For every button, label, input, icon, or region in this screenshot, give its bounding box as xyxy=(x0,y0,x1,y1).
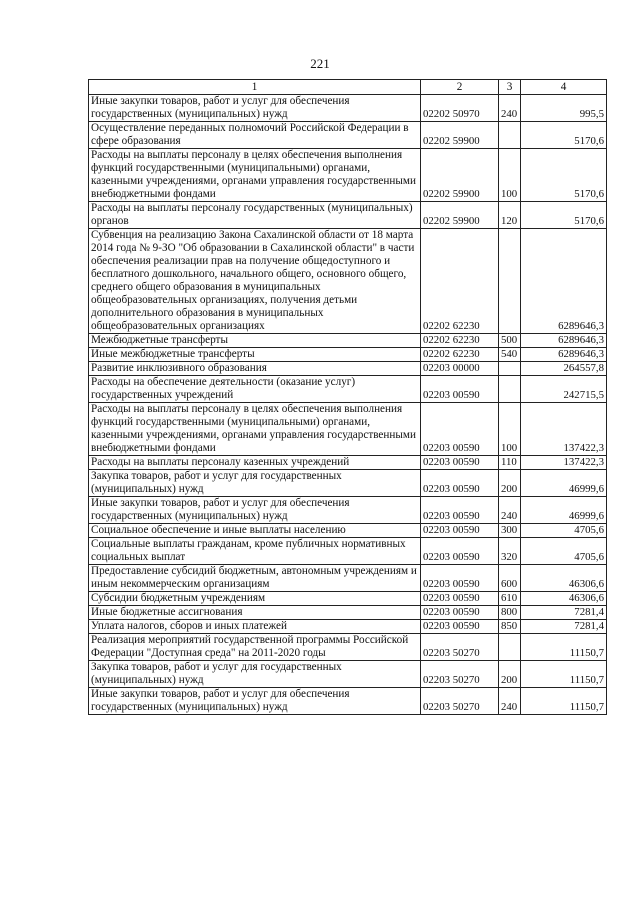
row-code: 02203 00590 xyxy=(421,456,499,470)
row-name: Уплата налогов, сборов и иных платежей xyxy=(89,620,421,634)
table-row xyxy=(89,334,607,348)
table-row xyxy=(89,620,607,634)
row-expense-type: 540 xyxy=(499,348,521,362)
row-expense-type: 300 xyxy=(499,524,521,538)
row-name: Иные межбюджетные трансферты xyxy=(89,348,421,362)
row-code: 02203 00590 xyxy=(421,376,499,403)
row-name: Социальное обеспечение и иные выплаты населению xyxy=(89,524,421,538)
row-expense-type: 240 xyxy=(499,497,521,524)
row-name: Иные бюджетные ассигнования xyxy=(89,606,421,620)
row-amount: 6289646,3 xyxy=(521,334,607,348)
table-body xyxy=(89,95,607,715)
row-code: 02203 00590 xyxy=(421,470,499,497)
table-row xyxy=(89,229,607,334)
row-amount: 11150,7 xyxy=(521,634,607,661)
row-amount: 137422,3 xyxy=(521,403,607,456)
row-amount: 11150,7 xyxy=(521,661,607,688)
row-name: Реализация мероприятий государственной программы Российской Федерации "Доступная среда" на 2011-2020 годы xyxy=(89,634,421,661)
row-code: 02203 50270 xyxy=(421,688,499,715)
row-amount: 5170,6 xyxy=(521,202,607,229)
row-expense-type: 320 xyxy=(499,538,521,565)
page-number: 221 xyxy=(310,56,330,71)
row-name: Развитие инклюзивного образования xyxy=(89,362,421,376)
row-amount: 137422,3 xyxy=(521,456,607,470)
row-amount: 6289646,3 xyxy=(521,348,607,362)
row-amount: 4705,6 xyxy=(521,538,607,565)
row-code: 02203 00590 xyxy=(421,538,499,565)
table-row xyxy=(89,456,607,470)
row-amount: 7281,4 xyxy=(521,606,607,620)
row-amount: 264557,8 xyxy=(521,362,607,376)
table-row xyxy=(89,497,607,524)
row-name: Расходы на выплаты персоналу в целях обеспечения выполнения функций государственными (муниципальными) органами, казенными учреждениями, органами управления государственными внебюджетными фондами xyxy=(89,403,421,456)
table-row xyxy=(89,202,607,229)
row-name: Расходы на выплаты персоналу казенных учреждений xyxy=(89,456,421,470)
row-expense-type: 120 xyxy=(499,202,521,229)
row-expense-type xyxy=(499,122,521,149)
row-name: Осуществление переданных полномочий Российской Федерации в сфере образования xyxy=(89,122,421,149)
row-name: Межбюджетные трансферты xyxy=(89,334,421,348)
row-name: Предоставление субсидий бюджетным, автономным учреждениям и иным некоммерческим организациям xyxy=(89,565,421,592)
table-header-row xyxy=(89,80,607,95)
row-code: 02202 62230 xyxy=(421,348,499,362)
row-expense-type: 800 xyxy=(499,606,521,620)
table-row xyxy=(89,149,607,202)
header-col-1: 1 xyxy=(89,80,421,95)
row-amount: 46306,6 xyxy=(521,565,607,592)
row-code: 02202 62230 xyxy=(421,229,499,334)
table-row xyxy=(89,524,607,538)
row-code: 02203 00000 xyxy=(421,362,499,376)
table-row xyxy=(89,538,607,565)
row-expense-type: 200 xyxy=(499,661,521,688)
row-expense-type: 850 xyxy=(499,620,521,634)
row-code: 02203 00590 xyxy=(421,606,499,620)
row-expense-type: 100 xyxy=(499,149,521,202)
row-code: 02202 62230 xyxy=(421,334,499,348)
row-code: 02202 59900 xyxy=(421,122,499,149)
row-name: Закупка товаров, работ и услуг для государственных (муниципальных) нужд xyxy=(89,470,421,497)
row-expense-type: 500 xyxy=(499,334,521,348)
table-row xyxy=(89,661,607,688)
row-code: 02203 50270 xyxy=(421,634,499,661)
table-row xyxy=(89,470,607,497)
row-name: Социальные выплаты гражданам, кроме публичных нормативных социальных выплат xyxy=(89,538,421,565)
header-col-3: 3 xyxy=(499,80,521,95)
row-amount: 5170,6 xyxy=(521,149,607,202)
table-row xyxy=(89,348,607,362)
row-name: Субсидии бюджетным учреждениям xyxy=(89,592,421,606)
row-amount: 46306,6 xyxy=(521,592,607,606)
row-expense-type: 200 xyxy=(499,470,521,497)
row-code: 02202 59900 xyxy=(421,149,499,202)
row-code: 02203 00590 xyxy=(421,565,499,592)
row-amount: 46999,6 xyxy=(521,497,607,524)
row-amount: 242715,5 xyxy=(521,376,607,403)
row-amount: 6289646,3 xyxy=(521,229,607,334)
row-amount: 46999,6 xyxy=(521,470,607,497)
row-name: Иные закупки товаров, работ и услуг для обеспечения государственных (муниципальных) нужд xyxy=(89,497,421,524)
row-code: 02203 00590 xyxy=(421,497,499,524)
row-expense-type xyxy=(499,634,521,661)
row-name: Иные закупки товаров, работ и услуг для обеспечения государственных (муниципальных) нужд xyxy=(89,95,421,122)
row-name: Расходы на выплаты персоналу государственных (муниципальных) органов xyxy=(89,202,421,229)
row-expense-type xyxy=(499,376,521,403)
row-code: 02202 50970 xyxy=(421,95,499,122)
header-col-2: 2 xyxy=(421,80,499,95)
table-row xyxy=(89,634,607,661)
row-code: 02203 00590 xyxy=(421,524,499,538)
table-row xyxy=(89,95,607,122)
row-expense-type: 240 xyxy=(499,688,521,715)
budget-table xyxy=(88,79,607,715)
table-row xyxy=(89,122,607,149)
row-amount: 7281,4 xyxy=(521,620,607,634)
row-expense-type xyxy=(499,362,521,376)
row-name: Иные закупки товаров, работ и услуг для обеспечения государственных (муниципальных) нужд xyxy=(89,688,421,715)
row-expense-type: 110 xyxy=(499,456,521,470)
row-name: Закупка товаров, работ и услуг для государственных (муниципальных) нужд xyxy=(89,661,421,688)
row-code: 02203 00590 xyxy=(421,620,499,634)
table-row xyxy=(89,688,607,715)
table-row xyxy=(89,362,607,376)
row-amount: 5170,6 xyxy=(521,122,607,149)
row-code: 02203 00590 xyxy=(421,592,499,606)
row-code: 02202 59900 xyxy=(421,202,499,229)
row-expense-type: 100 xyxy=(499,403,521,456)
row-name: Субвенция на реализацию Закона Сахалинской области от 18 марта 2014 года № 9-ЗО "Об образовании в Сахалинской области" в части обеспечения реализации прав на получение общедоступного и бесплатного дошкольного, начального общего, основного общего, среднего общего образования в муниципальных общеобразовательных организациях, получения детьми дополнительного образования в муниципальных общеобразовательных организациях xyxy=(89,229,421,334)
header-col-4: 4 xyxy=(521,80,607,95)
row-expense-type: 610 xyxy=(499,592,521,606)
row-amount: 4705,6 xyxy=(521,524,607,538)
row-expense-type: 600 xyxy=(499,565,521,592)
table-row xyxy=(89,565,607,592)
table-row xyxy=(89,592,607,606)
row-amount: 995,5 xyxy=(521,95,607,122)
table-row xyxy=(89,606,607,620)
row-amount: 11150,7 xyxy=(521,688,607,715)
table-row xyxy=(89,376,607,403)
row-expense-type: 240 xyxy=(499,95,521,122)
table-row xyxy=(89,403,607,456)
row-code: 02203 00590 xyxy=(421,403,499,456)
row-code: 02203 50270 xyxy=(421,661,499,688)
row-expense-type xyxy=(499,229,521,334)
row-name: Расходы на обеспечение деятельности (оказание услуг) государственных учреждений xyxy=(89,376,421,403)
row-name: Расходы на выплаты персоналу в целях обеспечения выполнения функций государственными (муниципальными) органами, казенными учреждениями, органами управления государственными внебюджетными фондами xyxy=(89,149,421,202)
